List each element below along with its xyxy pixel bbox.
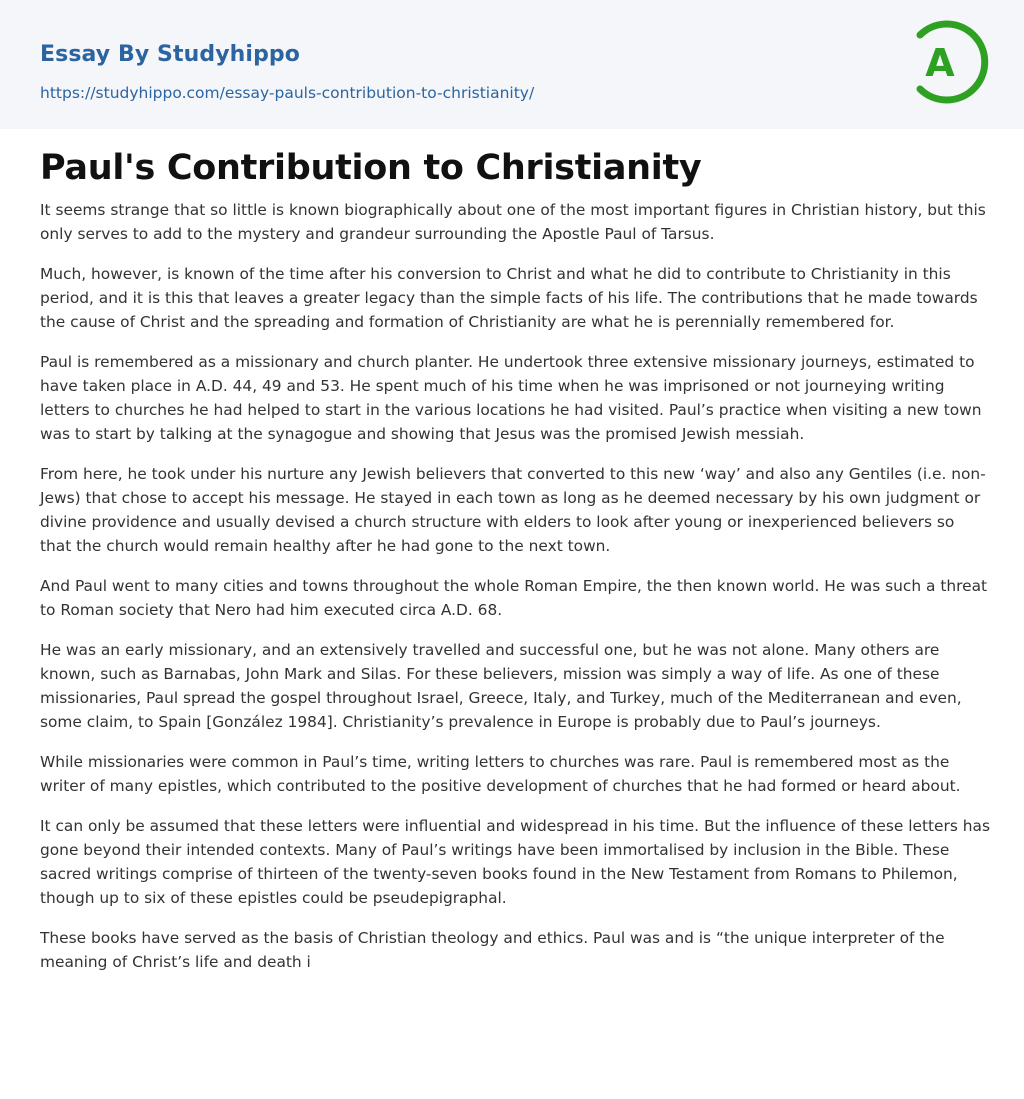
studyhippo-logo-icon[interactable] <box>906 17 992 107</box>
site-header <box>0 0 1024 129</box>
logo-letter: A <box>925 41 955 85</box>
paragraph-6: He was an early missionary, and an extensively travelled and successful one, but he was not alone. Many others are known, such as Barnabas, John Mark and Silas. For these believers, mission was simply a way of life. As one of these missionaries, Paul spread the gospel throughout Israel, Greece, Italy, and Turkey, much of the Mediterranean and even, some claim, to Spain [González 1984]. Christianity’s prevalence in Europe is probably due to Paul’s journeys. <box>40 641 962 731</box>
paragraph-7: While missionaries were common in Paul’s time, writing letters to churches was rare. Paul is remembered most as the writer of many epistles, which contributed to the positive development of churches that he had formed or heard about. <box>40 753 961 795</box>
paragraph-4: From here, he took under his nurture any Jewish believers that converted to this new ‘way’ and also any Gentiles (i.e. non-Jews) that chose to accept his message. He stayed in each town as long as he deemed necessary by his own judgment or divine providence and usually devised a church structure with elders to look after young or inexperienced believers so that the church would remain healthy after he had gone to the next town. <box>40 465 986 555</box>
brand-title[interactable]: Essay By Studyhippo <box>40 42 300 67</box>
paragraph-5: And Paul went to many cities and towns throughout the whole Roman Empire, the then known world. He was such a threat to Roman society that Nero had him executed circa A.D. 68. <box>40 577 988 619</box>
paragraph-1: It seems strange that so little is known biographically about one of the most important figures in Christian history, but this only serves to add to the mystery and grandeur surrounding the Apostle Paul of Tarsus. <box>40 201 986 243</box>
paragraph-3: Paul is remembered as a missionary and church planter. He undertook three extensive missionary journeys, estimated to have taken place in A.D. 44, 49 and 53. He spent much of his time when he was imprisoned or not journeying writing letters to churches he had helped to start in the various locations he had visited. Paul’s practice when visiting a new town was to start by talking at the synagogue and showing that Jesus was the promised Jewish messiah. <box>40 353 982 443</box>
article-content <box>40 146 990 990</box>
paragraph-8: It can only be assumed that these letters were influential and widespread in his time. But the influence of these letters has gone beyond their intended contexts. Many of Paul’s writings have been immortalised by inclusion in the Bible. These sacred writings comprise of thirteen of the twenty-seven books found in the New Testament from Romans to Philemon, though up to six of these epistles could be pseudepigraphal. <box>40 817 990 907</box>
essay-url-link[interactable]: https://studyhippo.com/essay-pauls-contribution-to-christianity/ <box>40 84 535 102</box>
paragraph-2: Much, however, is known of the time after his conversion to Christ and what he did to contribute to Christianity in this period, and it is this that leaves a greater legacy than the simple facts of his life. The contributions that he made towards the cause of Christ and the spreading and formation of Christianity are what he is perennially remembered for. <box>40 265 978 331</box>
page-title: Paul's Contribution to Christianity <box>40 148 702 188</box>
paragraph-9: These books have served as the basis of Christian theology and ethics. Paul was and is “the unique interpreter of the meaning of Christ’s life and death i <box>40 929 945 971</box>
